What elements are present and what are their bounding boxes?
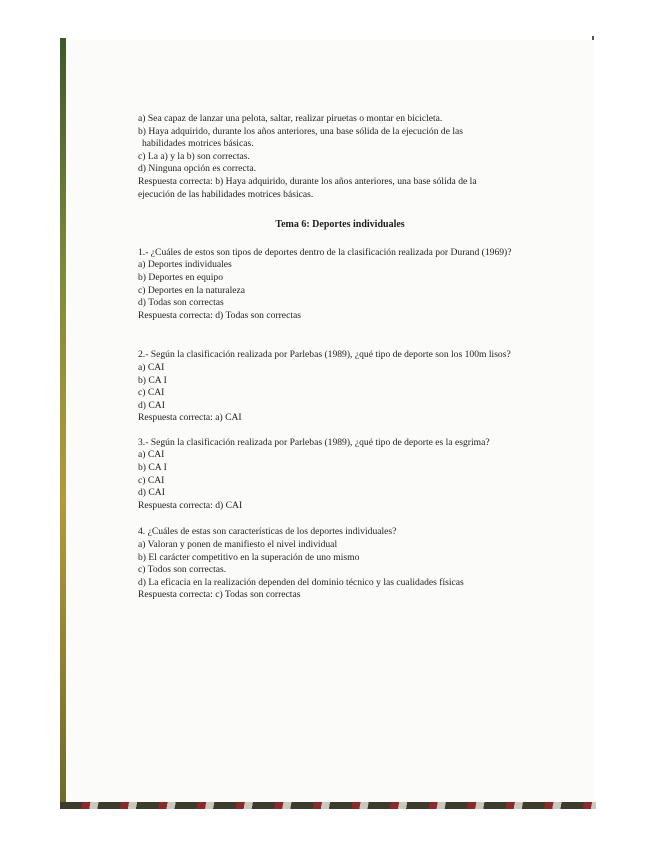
option-d: d) CAI [138,399,165,411]
scan-edge-bottom [60,802,596,809]
question-1 [138,247,528,323]
intro-option-d: d) Ninguna opción es correcta. [138,163,257,175]
option-c: c) CAI [138,387,165,399]
intro-option-a: a) Sea capaz de lanzar una pelota, saltar, realizar piruetas o montar en bicicleta. [138,113,443,124]
question-3 [138,437,528,513]
question-text: 1.- ¿Cuáles de estos son tipos de deportes dentro de la clasificación realizada por Durand (1969)? [138,246,512,258]
question-text: 2.- Según la clasificación realizada por Parlebas (1989), ¿qué tipo de deporte son los 100m lisos? [138,349,511,361]
intro-question-block [138,113,528,201]
option-a: a) Deportes individuales [138,259,232,271]
option-c: c) Deportes en la naturaleza [138,284,246,296]
question-text: 4. ¿Cuáles de estas son características de los deportes individuales? [138,526,397,538]
section-title: Tema 6: Deportes individuales [275,219,405,231]
option-c: c) Todos son correctas. [138,564,227,576]
question-2 [138,349,528,425]
intro-option-c: c) La a) y la b) son correctas. [138,150,250,162]
answer-line: Respuesta correcta: d) Todas son correctas [138,309,301,321]
answer-line: Respuesta correcta: c) Todas son correctas [138,589,301,601]
option-c: c) CAI [138,474,165,486]
question-text: 3.- Según la clasificación realizada por Parlebas (1989), ¿qué tipo de deporte es la esgrima? [138,436,490,448]
option-a: a) Valoran y ponen de manifiesto el nivel individual [138,539,338,551]
option-d: d) CAI [138,487,165,499]
answer-line: Respuesta correcta: a) CAI [138,412,242,424]
intro-answer-continued: ejecución de las habilidades motrices básicas. [138,188,314,200]
option-a: a) CAI [138,361,165,373]
option-b: b) CA I [138,374,167,386]
option-a: a) CAI [138,449,165,461]
answer-line: Respuesta correcta: d) CAI [138,499,243,511]
question-4 [138,526,528,602]
option-d: d) La eficacia en la realización dependen del dominio técnico y las cualidades físicas [138,576,464,588]
option-b: b) Deportes en equipo [138,271,223,283]
option-b: b) El carácter competitivo en la superación de uno mismo [138,551,360,563]
option-b: b) CA I [138,462,167,474]
option-d: d) Todas son correctas [138,297,224,309]
document-content [138,113,528,602]
intro-option-b-continued: habilidades motrices básicas. [142,138,254,150]
intro-answer: Respuesta correcta: b) Haya adquirido, durante los años anteriores, una base sólida de la [138,175,477,187]
intro-option-b: b) Haya adquirido, durante los años anteriores, una base sólida de la ejecución de las [138,125,464,137]
